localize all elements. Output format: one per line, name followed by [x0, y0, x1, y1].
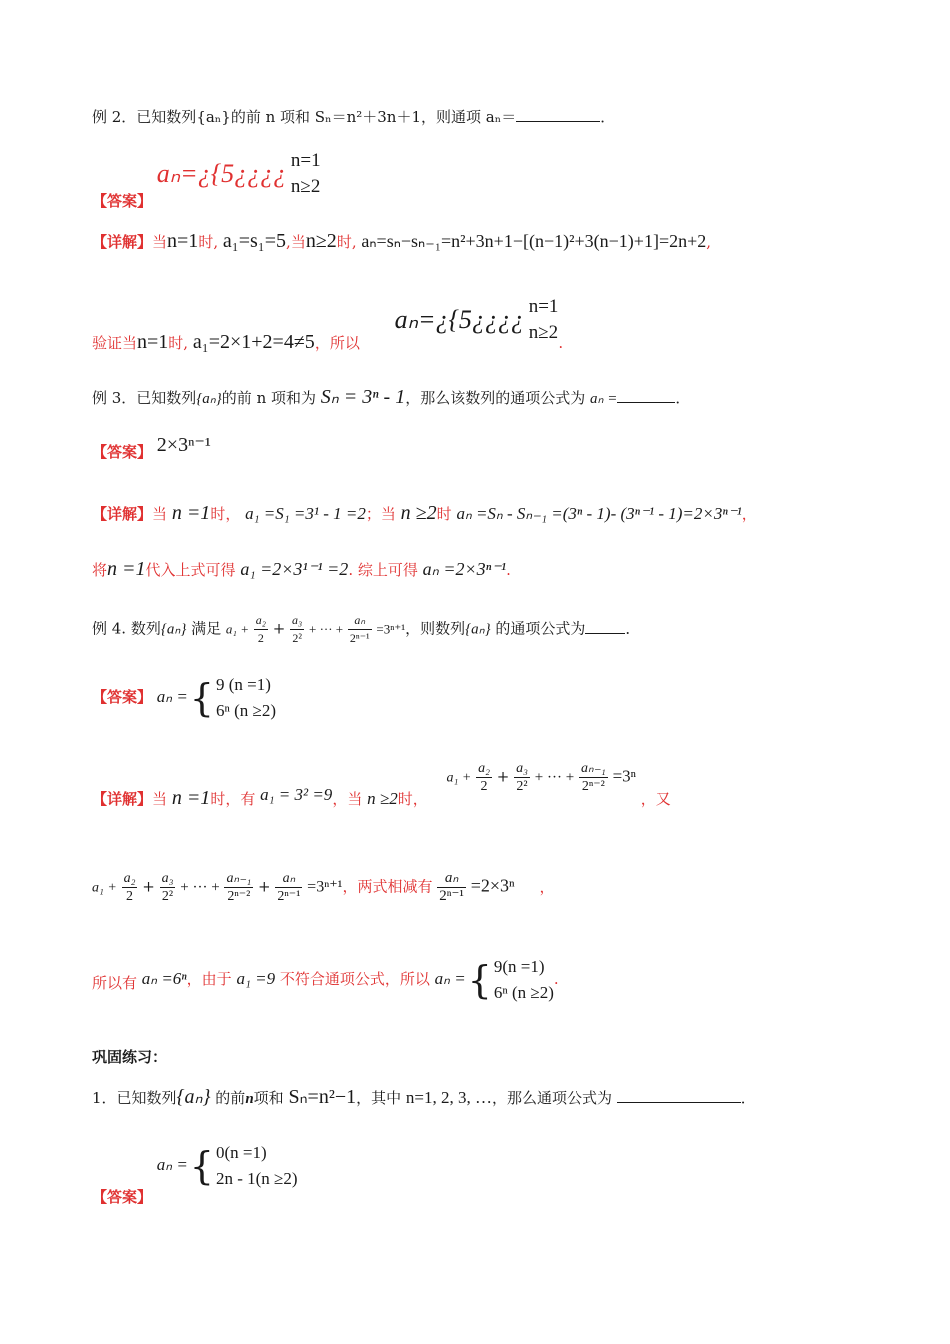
- ex4-l3-case-1: 9(n =1): [493, 957, 545, 976]
- practice-answer-case-2: 2n - 1(n ≥2): [215, 1169, 298, 1188]
- ex4-term2-num: a₂: [254, 612, 268, 630]
- ex4-detail-term2: [476, 760, 492, 795]
- ex3-detail-n2: n ≥2: [400, 502, 437, 524]
- ex4-l3-a1: a₁ =9: [236, 969, 276, 988]
- ex4-l2-eq: =2×3ⁿ: [470, 875, 515, 896]
- ex3-answer-value: 2×3ⁿ⁻¹: [156, 434, 211, 456]
- ex4-detail-n1: n =1: [171, 786, 211, 809]
- ex2-verify-end: .: [558, 334, 564, 352]
- practice-q1-end: ．: [740, 1089, 756, 1107]
- practice-q1-range: n=1, 2, 3, …: [405, 1088, 492, 1107]
- ex4-l3-lhs: aₙ =: [434, 969, 466, 988]
- ex4-detail: [92, 760, 671, 809]
- ex4-detail-eq1: a₁ = 3² =9: [260, 784, 333, 804]
- ex4-l2-term2: [122, 870, 138, 905]
- ex4-term3-den: 2²: [292, 631, 302, 645]
- ex2-verify-case-1: n=1: [528, 296, 559, 317]
- ex2-detail-n1: n=1: [167, 230, 199, 252]
- ex4-line2: a₁ + $\frac{\text{a₂}}{2}$ + $\frac{\text{a₃}}{\text{2²}}$ + ··· + $\frac{\text{aₙ₋₁}}{\text{2ⁿ⁻²}}$ + $\frac{\text{aₙ}}{\text{2ⁿ⁻¹}}$ =3ⁿ⁺¹，两式相减有 $\frac{\text{aₙ}}{\text{2ⁿ⁻¹}}$ =2×3ⁿ ，: [92, 870, 555, 904]
- ex4-l2-termlast-num: aₙ₋₁: [226, 871, 252, 886]
- ex4-term2-den: 2: [257, 631, 264, 645]
- ex4-l3-text: 所以有: [92, 974, 138, 992]
- ex4-tail2: 的通项公式为: [495, 619, 586, 638]
- ex4-detail-when2: ，当: [332, 789, 363, 808]
- ex4-l2-term3-num: a₃: [161, 871, 174, 886]
- ex2-answer-case-1: n=1: [290, 150, 321, 171]
- ex4-detail-when: 当: [152, 789, 168, 808]
- ex4-answer-lhs: aₙ =: [156, 687, 188, 706]
- ex4-l2-frac-num: aₙ: [437, 870, 466, 888]
- ex4-end: ．: [625, 619, 641, 638]
- ex4-term2: [254, 612, 268, 647]
- ex4-answer: [92, 672, 276, 724]
- ex3-substitute: [92, 558, 511, 581]
- practice-answer-lhs: aₙ =: [156, 1155, 188, 1174]
- ex2-answer-garbled: aₙ=¿{5¿¿¿¿: [156, 159, 287, 188]
- ex2-verify: [92, 290, 564, 353]
- ex4-detail-you2: ，又: [640, 789, 671, 808]
- ex2-detail-when1: 当: [152, 233, 168, 251]
- practice-answer-tag: 【答案】: [92, 1188, 153, 1206]
- ex3-sub-sum: . 综上可得: [348, 561, 418, 579]
- ex3-detail-semi: ；当: [365, 505, 396, 523]
- ex2-prefix: 例 2．已知数列: [92, 108, 197, 126]
- ex3-question: [92, 384, 690, 409]
- ex2-middle: 的前 n 项和 Sₙ＝n²＋3n＋1，则通项 aₙ＝: [230, 108, 517, 126]
- ex2-answer: [92, 142, 321, 210]
- ex3-an: aₙ =: [590, 391, 618, 407]
- ex4-l3-case-2: 6ⁿ (n ≥2): [493, 983, 554, 1002]
- ex4-satisfy: 满足: [191, 619, 222, 638]
- ex4-termn-num: aₙ: [348, 612, 372, 630]
- ex4-l2-termn: [275, 870, 302, 905]
- practice-q1-n: n: [245, 1091, 254, 1107]
- ex2-blank: [516, 121, 600, 122]
- practice-q1-mid2: 项和: [253, 1089, 284, 1107]
- ex4-answer-cases: [216, 672, 276, 724]
- ex2-verify-n: n=1: [137, 331, 169, 353]
- ex2-question: [92, 106, 615, 127]
- ex2-verify-cases: [529, 294, 559, 346]
- practice-q1-blank: [617, 1102, 741, 1103]
- ex4-detail-term3-den: 2²: [516, 779, 528, 794]
- ex2-detail-n2: n≥2: [305, 230, 337, 252]
- ex4-prefix: 例 4. 数列: [92, 619, 161, 638]
- ex4-detail-tag: 【详解】: [92, 789, 153, 808]
- ex2-verify-so: ，所以: [314, 334, 360, 352]
- ex4-l2-term2-den: 2: [126, 889, 134, 904]
- ex2-detail-eq2: aₙ=sₙ−sₙ₋₁=n²+3n+1−[(n−1)²+3(n−1)+1]=2n+2: [361, 231, 707, 251]
- ex4-answer-tag: 【答案】: [92, 688, 153, 706]
- ex3-detail-n1: n =1: [171, 502, 211, 524]
- ex4-detail-termlast-den: 2ⁿ⁻²: [581, 779, 605, 794]
- ex3-detail-eq2: aₙ =Sₙ - Sₙ₋₁ =(3ⁿ - 1)- (3ⁿ⁻¹ - 1)=2×3ⁿ⁻¹: [456, 504, 742, 523]
- ex2-verify-eq: a₁=2×1+2=4≠5: [192, 331, 315, 353]
- practice-q1-set: {aₙ}: [176, 1086, 211, 1108]
- ex4-l2-frac-den: 2ⁿ⁻¹: [439, 888, 464, 904]
- ex4-l2-term3-den: 2²: [161, 889, 174, 904]
- ex3-detail-tag: 【详解】: [92, 505, 153, 523]
- ex2-verify-shi: 时,: [168, 334, 189, 352]
- ex4-answer-brace: {: [189, 676, 214, 720]
- ex4-detail-you: 时，有: [210, 789, 256, 808]
- ex3-tail: ，那么该数列的通项公式为: [405, 389, 586, 407]
- ex4-detail-shi: 时，: [397, 789, 428, 808]
- ex3-detail-shi: 时，: [210, 505, 241, 523]
- practice-answer: [92, 1140, 298, 1206]
- ex2-detail-when2: ,当: [286, 233, 306, 251]
- ex4-l3-cases: [494, 954, 554, 1006]
- ex4-l2-text: ，两式相减有: [342, 877, 433, 896]
- ex4-question: 例 4. 数列{aₙ} 满足 a₁ + $\frac{\text{a₂}}{2}$ + $\frac{\text{a₃}}{\text{2²}}$ + ··· + $\frac{\text{aₙ}}{\text{2ⁿ⁻¹}}$ =3ⁿ⁺¹，则数列{aₙ} 的通项公式为 ．: [92, 613, 641, 645]
- ex4-l3-brace: {: [467, 958, 492, 1002]
- ex4-detail-a1: a₁ +: [446, 770, 472, 786]
- ex4-tail: ，则数列: [405, 619, 466, 638]
- practice-answer-brace: {: [189, 1144, 214, 1188]
- ex4-detail-termlast-num: aₙ₋₁: [580, 761, 606, 776]
- ex4-detail-n2: n ≥2: [367, 788, 398, 808]
- ex4-detail-rhs: =3ⁿ: [612, 766, 637, 786]
- ex2-detail-comma: ,: [706, 233, 712, 251]
- ex3-detail-comma: ，: [741, 505, 757, 523]
- ex4-detail-termlast: [579, 760, 608, 795]
- ex4-set: {aₙ}: [160, 621, 187, 638]
- ex4-answer-case-1: 9 (n =1): [215, 675, 271, 694]
- ex3-answer: [92, 432, 211, 461]
- ex3-sub-end: .: [506, 561, 511, 579]
- ex2-answer-case-2: n≥2: [290, 176, 321, 197]
- ex2-answer-cases: [291, 148, 321, 200]
- ex4-l3-eq: aₙ =6ⁿ: [141, 969, 187, 988]
- ex4-l2-termn-num: aₙ: [275, 870, 302, 888]
- ex2-set: {aₙ}: [196, 108, 231, 126]
- ex4-termn: [348, 612, 372, 647]
- ex3-formula: Sₙ = 3ⁿ - 1: [320, 386, 406, 408]
- ex2-detail-shi: 时,: [198, 233, 219, 251]
- ex4-l2-termlast: [224, 870, 253, 905]
- ex3-sub-mid: 代入上式可得: [145, 561, 236, 579]
- ex4-l2-termn-den: 2ⁿ⁻¹: [277, 889, 301, 904]
- ex2-verify-garbled: aₙ=¿{5¿¿¿¿: [394, 305, 524, 334]
- ex3-detail-eq1: a₁ =S₁ =3¹ - 1 =2: [245, 504, 366, 523]
- ex4-answer-case-2: 6ⁿ (n ≥2): [215, 701, 276, 720]
- ex4-l3-mid: ，由于: [186, 970, 232, 988]
- ex4-l2-termlast-den: 2ⁿ⁻²: [227, 889, 251, 904]
- ex3-middle: 的前 n 项和为: [221, 389, 316, 407]
- ex4-detail-sum: a₁ + $\frac{\text{a₂}}{2}$ + $\frac{\text{a₃}}{\text{2²}}$ + ··· + $\frac{\text{aₙ₋₁}}{\text{2ⁿ⁻²}}$ =3ⁿ: [446, 761, 637, 794]
- ex2-detail-eq1: a₁=s₁=5: [222, 230, 287, 252]
- practice-q1-formula: Sₙ=n²−1: [288, 1086, 357, 1108]
- ex4-set2: {aₙ}: [465, 621, 491, 638]
- ex3-answer-tag: 【答案】: [92, 443, 153, 461]
- ex4-l2-term2-num: a₂: [123, 871, 136, 886]
- ex4-detail-term2-num: a₂: [478, 761, 490, 776]
- ex4-blank: [585, 633, 625, 634]
- ex4-lhs-a1: a₁ +: [225, 621, 249, 637]
- ex4-l3-mid2: 不符合通项公式，所以: [279, 970, 430, 988]
- ex3-detail-when: 当: [152, 505, 168, 523]
- ex4-detail-term2-den: 2: [480, 779, 488, 794]
- ex2-verify-text: 验证当: [92, 334, 138, 352]
- ex4-dots: + ··· +: [308, 621, 344, 637]
- ex4-detail-term3-num: a₃: [516, 761, 528, 776]
- ex2-end: ．: [600, 108, 616, 126]
- ex4-l3-end: .: [553, 970, 559, 988]
- ex4-l2-a1: a₁ +: [92, 880, 117, 896]
- practice-q1-tail2: ，那么通项公式为: [492, 1089, 613, 1107]
- ex3-end: ．: [675, 389, 691, 407]
- ex3-prefix: 例 3．已知数列: [92, 389, 197, 407]
- practice-answer-case-1: 0(n =1): [215, 1143, 267, 1162]
- ex4-line3: [92, 954, 559, 1006]
- practice-q1: [92, 1084, 756, 1109]
- practice-q1-tail: ，其中: [356, 1089, 402, 1107]
- ex3-detail: [92, 502, 757, 525]
- ex4-termn-den: 2ⁿ⁻¹: [349, 631, 370, 645]
- practice-answer-cases: [216, 1140, 298, 1192]
- ex3-set: {aₙ}: [196, 391, 222, 407]
- ex4-l2-rhs: =3ⁿ⁺¹: [307, 878, 343, 896]
- ex4-rhs: =3ⁿ⁺¹: [376, 621, 406, 637]
- ex3-sub-eq: a₁ =2×3¹⁻¹ =2: [240, 559, 349, 579]
- ex4-l2-comma: ，: [539, 877, 555, 896]
- practice-q1-prefix: 1．已知数列: [92, 1089, 177, 1107]
- ex2-detail-tag: 【详解】: [92, 233, 153, 251]
- ex4-term3: [290, 612, 304, 647]
- ex2-detail-shi2: 时,: [336, 233, 357, 251]
- ex3-sub-final: aₙ =2×3ⁿ⁻¹: [422, 559, 507, 579]
- ex2-detail: [92, 230, 711, 253]
- ex2-answer-tag: 【答案】: [92, 192, 153, 210]
- ex3-blank: [617, 402, 675, 403]
- practice-q1-mid: 的前: [215, 1089, 246, 1107]
- ex4-detail-dots: + ··· +: [534, 769, 575, 786]
- ex4-l2-frac: [437, 870, 466, 905]
- ex2-verify-case-2: n≥2: [528, 322, 559, 343]
- practice-heading: 巩固练习：: [92, 1048, 168, 1066]
- ex4-l2-term3: [160, 870, 176, 905]
- ex4-detail-term3: [514, 760, 530, 795]
- ex3-sub-n: n =1: [107, 558, 146, 580]
- ex4-l2-dots: + ··· +: [180, 879, 220, 896]
- ex4-term3-num: a₃: [290, 612, 304, 630]
- ex3-detail-shi2: 时: [436, 505, 452, 523]
- ex3-sub-text: 将: [92, 561, 108, 579]
